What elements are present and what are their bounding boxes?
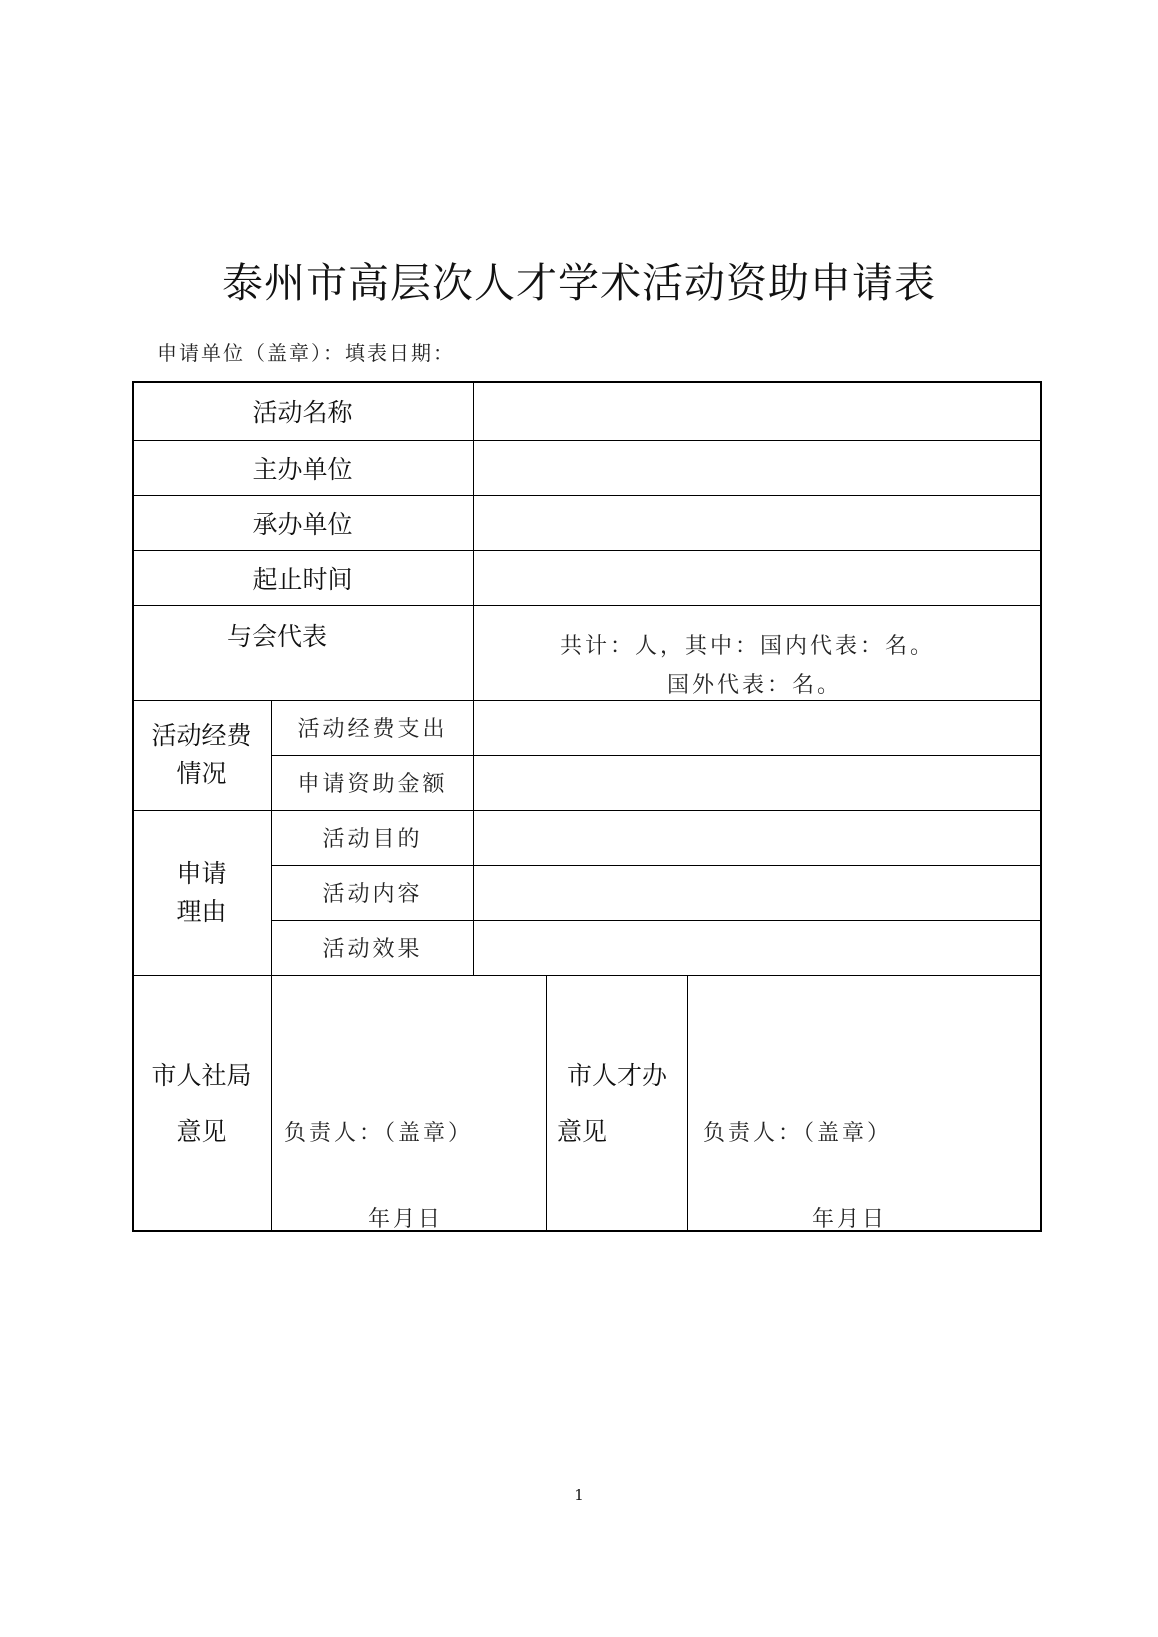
talent-office-label-line1: 市人才办 xyxy=(566,1060,667,1090)
expense-field[interactable] xyxy=(474,700,1042,755)
hr-bureau-label-line1: 市人社局 xyxy=(151,1060,252,1090)
organizer-unit-label: 承办单位 xyxy=(252,509,353,539)
purpose-field[interactable] xyxy=(474,810,1042,865)
funding-group-label-line1: 活动经费 xyxy=(151,721,252,750)
talent-office-opinion-label xyxy=(547,975,687,1232)
purpose-label: 活动目的 xyxy=(322,827,423,852)
delegates-foreign-line: 国外代表：名。 xyxy=(667,673,843,698)
reason-group-label xyxy=(132,810,271,975)
organizer-unit-field[interactable] xyxy=(474,495,1042,550)
funding-group-label-line2: 情况 xyxy=(176,759,227,788)
effect-label: 活动效果 xyxy=(322,937,423,962)
page-number: 1 xyxy=(574,1486,584,1504)
talent-office-date: 年月日 xyxy=(812,1207,888,1232)
period-field[interactable] xyxy=(474,550,1042,605)
requested-amount-field[interactable] xyxy=(474,755,1042,810)
hr-bureau-date: 年月日 xyxy=(368,1207,444,1232)
funding-group-label xyxy=(132,700,271,810)
host-unit-field[interactable] xyxy=(474,440,1042,495)
talent-office-label-line2: 意见 xyxy=(557,1116,608,1146)
application-form-table xyxy=(132,381,1042,1232)
delegates-label: 与会代表 xyxy=(226,622,327,651)
activity-name-label: 活动名称 xyxy=(252,397,353,427)
talent-office-opinion-field[interactable] xyxy=(688,976,1042,1232)
content-label: 活动内容 xyxy=(322,882,423,907)
hr-bureau-opinion-label xyxy=(132,975,271,1232)
expense-label: 活动经费支出 xyxy=(297,717,448,742)
host-unit-label: 主办单位 xyxy=(252,454,353,484)
period-label: 起止时间 xyxy=(252,564,353,594)
effect-field[interactable] xyxy=(474,920,1042,975)
talent-office-signer: 负责人：（盖章） xyxy=(703,1121,893,1146)
hr-bureau-label-line2: 意见 xyxy=(176,1116,227,1146)
delegates-total-line: 共计：人，其中：国内代表：名。 xyxy=(560,634,936,659)
requested-amount-label: 申请资助金额 xyxy=(297,772,448,797)
page-title: 泰州市高层次人才学术活动资助申请表 xyxy=(222,259,936,307)
content-field[interactable] xyxy=(474,865,1042,920)
hr-bureau-signer: 负责人：（盖章） xyxy=(284,1121,474,1146)
reason-group-label-line1: 申请 xyxy=(176,858,227,888)
applicant-date-line: 申请单位（盖章）：填表日期： xyxy=(157,341,455,365)
reason-group-label-line2: 理由 xyxy=(176,896,227,926)
activity-name-field[interactable] xyxy=(474,381,1042,440)
hr-bureau-opinion-field[interactable] xyxy=(272,976,546,1232)
